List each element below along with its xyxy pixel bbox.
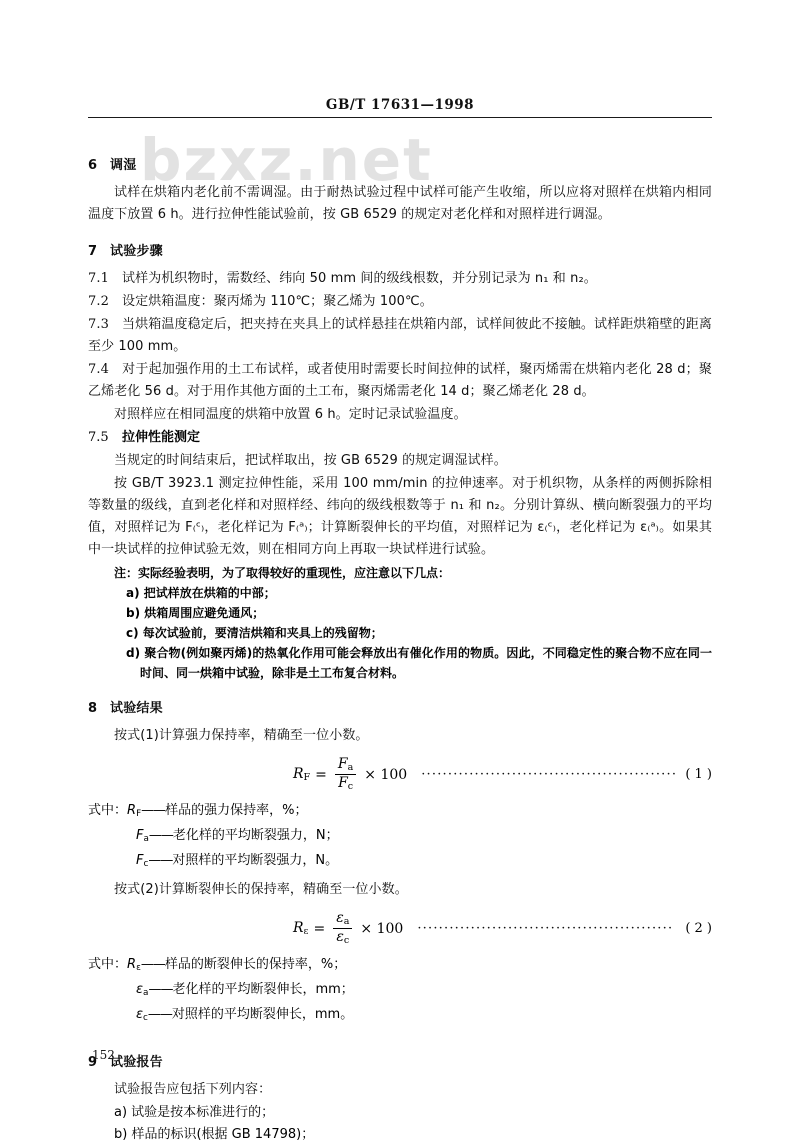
formula-1-numerator-symbol: F [337, 756, 348, 772]
formula-2-def-1-desc: 老化样的平均断裂伸长，mm； [172, 982, 354, 998]
note-intro: 注：实际经验表明，为了取得较好的重现性，应注意以下几点： [114, 566, 451, 580]
formula-1-lhs-subscript: F [303, 772, 311, 784]
formula-2-denominator [333, 928, 352, 946]
clause-number-7-2: 7.2 [88, 294, 109, 309]
formula-1-numerator-subscript: a [347, 762, 354, 774]
formula-1-def-0-symbol: R [127, 803, 137, 819]
formula-1-intro: 按式(1)计算强力保持率，精确至一位小数。 [114, 728, 369, 743]
formula-2-denominator-symbol: ε [336, 929, 344, 946]
formula-2-equals: = [313, 920, 326, 937]
section-number-9: 9 [88, 1054, 98, 1070]
section-heading-7 [88, 240, 712, 259]
formula-1-def-0-lead: 式中： [88, 803, 128, 819]
header-divider [88, 117, 712, 118]
section-number-8: 8 [88, 701, 98, 716]
clause-number-7-4: 7.4 [88, 362, 109, 377]
formula-2-leader-dots: ················································ [417, 921, 674, 937]
clause-7-3 [88, 314, 712, 358]
formula-2-fraction [333, 911, 352, 946]
standard-number: GB/T 17631—1998 [325, 97, 475, 113]
formula-2-def-1-dash: —— [148, 982, 173, 998]
formula-1-lhs: R [293, 766, 304, 783]
formula-2-def-2 [88, 1004, 712, 1029]
clause-7-5-paragraph-2: 按 GB/T 3923.1 测定拉伸性能，采用 100 mm/min 的拉伸速率。对于机织物，从条样的两侧拆除相等数量的级线，直到老化样和对照样经、纬向的级线根数等于 n₁ 和 n₂。分别计算纵、横向断裂强力的平均值，对照样记为 F₍ᶜ₎，老化样记为 F₍ᵃ₎；计算断裂伸长的平均值，对照样记为 ε₍ᶜ₎，老化样记为 ε₍ᵃ₎。如果其中一块试样的拉伸试验无效，则在相同方向上再取一块试样进行试验。 [88, 476, 712, 557]
formula-1-def-0-desc: 样品的强力保持率，%； [165, 803, 308, 819]
page-number: 152 [92, 1048, 115, 1062]
section-title-9: 试验报告 [110, 1054, 163, 1070]
formula-1-equals: = [315, 766, 327, 783]
formula-2-def-0-lead: 式中： [88, 957, 128, 973]
clause-number-7-5: 7.5 [88, 430, 109, 445]
formula-2-multiplier: × 100 [360, 920, 404, 937]
formula-1-number: ( 1 ) [685, 767, 712, 783]
formula-1-def-1-symbol: F [136, 828, 144, 844]
clause-number-7-1: 7.1 [88, 271, 109, 286]
page-header [88, 96, 712, 118]
note-item-c: c) 每次试验前，要清洁烘箱和夹具上的残留物； [126, 626, 383, 640]
report-items-list [88, 1102, 712, 1146]
formula-2-def-0-desc: 样品的断裂伸长的保持率，%； [164, 957, 347, 973]
formula-1-def-2 [88, 850, 712, 875]
formula-2-def-0-dash: —— [140, 957, 165, 973]
clause-number-7-3: 7.3 [88, 317, 109, 332]
section-number-7: 7 [88, 244, 98, 259]
formula-1-def-1 [88, 825, 712, 850]
section-number-6: 6 [88, 158, 98, 173]
formula-1-def-0-dash: —— [141, 803, 166, 819]
formula-2-def-0-subscript: ε [136, 963, 141, 974]
clause-7-1 [88, 268, 712, 290]
formula-2-definitions [88, 954, 712, 1029]
formula-2-def-2-subscript: c [143, 1012, 148, 1023]
document-content [88, 140, 712, 1146]
clause-text-7-1: 试样为机织物时，需数经、纬向 50 mm 间的级线根数，并分别记录为 n₁ 和 n₂。 [122, 271, 597, 286]
formula-2-numerator-symbol: ε [336, 909, 344, 926]
formula-2-numerator [333, 911, 352, 928]
formula-2-number: ( 2 ) [685, 921, 712, 937]
formula-1-def-1-subscript: a [143, 834, 149, 845]
formula-2-row [88, 911, 712, 946]
clause-title-7-5: 拉伸性能测定 [122, 430, 201, 445]
watermark-text: bzxz.net [140, 126, 433, 194]
note-item-b: b) 烘箱周围应避免通风； [126, 606, 265, 620]
formula-2-def-2-desc: 对照样的平均断裂伸长，mm。 [171, 1007, 354, 1022]
section-9-intro: 试验报告应包括下列内容： [114, 1081, 272, 1097]
clause-7-4-followup: 对照样应在相同温度的烘箱中放置 6 h。定时记录试验温度。 [114, 407, 467, 422]
formula-2-numerator-subscript: a [343, 916, 350, 928]
formula-2-def-1-symbol: ε [136, 982, 144, 998]
formula-2-def-0 [88, 954, 712, 979]
formula-1-leader-dots: ················································ [421, 767, 678, 783]
formula-1-def-2-desc: 对照样的平均断裂强力，N。 [172, 853, 339, 869]
formula-2-def-1-subscript: a [143, 988, 149, 998]
formula-1-row [88, 757, 712, 792]
section-heading-8 [88, 697, 712, 716]
formula-1-def-1-desc: 老化样的平均断裂强力，N； [172, 828, 339, 844]
formula-1-fraction [335, 757, 356, 792]
formula-2-intro: 按式(2)计算断裂伸长的保持率，精确至一位小数。 [114, 881, 408, 897]
formula-2-lhs-subscript: ε [303, 926, 309, 938]
clause-text-7-3: 当烘箱温度稳定后，把夹持在夹具上的试样悬挂在烘箱内部，试样间彼此不接触。试样距烘箱壁的距离至少 100 mm。 [88, 317, 712, 354]
formula-2-def-1 [88, 979, 712, 1004]
section-6-paragraph: 试样在烘箱内老化前不需调湿。由于耐热试验过程中试样可能产生收缩，所以应将对照样在烘箱内相同温度下放置 6 h。进行拉伸性能试验前，按 GB 6529 的规定对老化样和对照样进行调湿。 [88, 185, 712, 222]
formula-1-def-0 [88, 800, 712, 825]
section-heading-9 [88, 1051, 712, 1070]
note-item-d: d) 聚合物(例如聚丙烯)的热氧化作用可能会释放出有催化作用的物质。因此，不同稳定性的聚合物不应在同一时间、同一烘箱中试验，除非是土工布复合材料。 [126, 646, 712, 680]
note-item-a: a) 把试样放在烘箱的中部； [126, 586, 276, 600]
report-item-b: b) 样品的标识(根据 GB 14798)； [114, 1126, 315, 1142]
section-heading-6 [88, 154, 712, 173]
formula-2-def-2-dash: —— [147, 1007, 172, 1022]
clause-7-4 [88, 359, 712, 403]
formula-2 [293, 911, 403, 946]
clause-text-7-2: 设定烘箱温度：聚丙烯为 110℃；聚乙烯为 100℃。 [122, 294, 433, 309]
formula-1-multiplier: × 100 [364, 766, 408, 783]
formula-1-def-2-symbol: F [136, 853, 144, 869]
section-title-7: 试验步骤 [110, 244, 163, 259]
formula-2-def-0-symbol: R [127, 957, 137, 973]
formula-1-def-2-subscript: c [143, 858, 149, 869]
formula-1-denominator [335, 774, 356, 792]
formula-1-def-0-subscript: F [136, 809, 142, 820]
formula-1-numerator [335, 757, 356, 774]
formula-1 [293, 757, 407, 792]
report-item-a: a) 试验是按本标准进行的； [114, 1104, 275, 1120]
formula-1-denominator-subscript: c [347, 781, 354, 793]
formula-1-denominator-symbol: F [338, 775, 348, 792]
formula-2-denominator-subscript: c [343, 935, 350, 947]
formula-2-lhs: R [293, 920, 304, 936]
formula-1-def-1-dash: —— [148, 828, 173, 844]
clause-7-2 [88, 291, 712, 313]
section-title-8: 试验结果 [110, 701, 163, 716]
formula-2-def-2-symbol: ε [136, 1007, 144, 1022]
clause-7-5-paragraph-1: 当规定的时间结束后，把试样取出，按 GB 6529 的规定调湿试样。 [114, 453, 507, 468]
clause-text-7-4: 对于起加强作用的土工布试样，或者使用时需要长时间拉伸的试样，聚丙烯需在烘箱内老化 28 d；聚乙烯老化 56 d。对于用作其他方面的土工布，聚丙烯需老化 14 d；聚乙烯老化 28 d。 [88, 362, 712, 399]
formula-1-def-2-dash: —— [148, 853, 173, 869]
clause-7-5-heading [88, 427, 712, 449]
formula-1-definitions [88, 800, 712, 875]
note-list [88, 583, 712, 683]
section-title-6: 调湿 [110, 158, 137, 173]
